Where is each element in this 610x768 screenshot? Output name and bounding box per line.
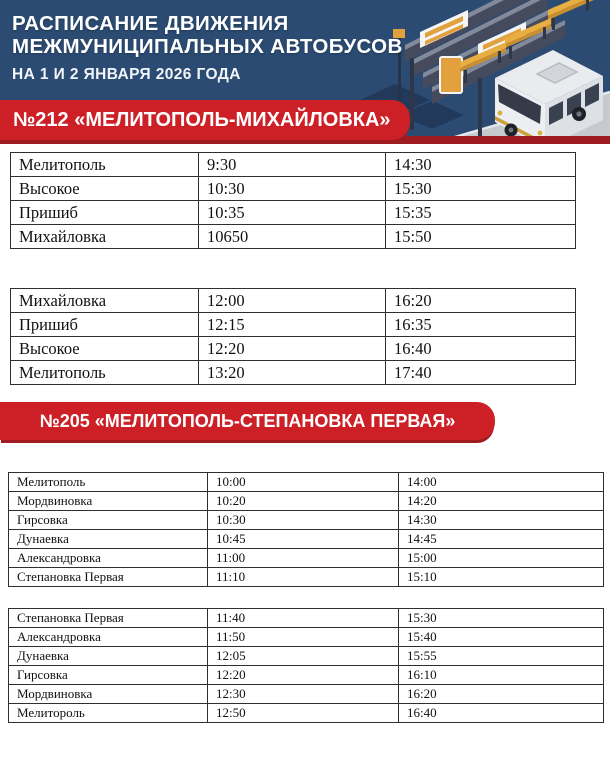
time-cell: 12:50 (208, 704, 399, 723)
bench (548, 0, 594, 30)
stop-name-cell: Мелитополь (9, 473, 208, 492)
schedule-row (11, 201, 576, 225)
schedule-table-212-return (10, 288, 576, 385)
stop-name-cell: Александровка (9, 628, 208, 647)
time-cell: 12:30 (208, 685, 399, 704)
time-cell: 16:20 (399, 685, 604, 704)
ad-panel (440, 57, 462, 93)
schedule-row (9, 666, 604, 685)
time-cell: 15:35 (386, 201, 576, 225)
time-cell: 16:20 (386, 289, 576, 313)
time-cell: 16:40 (386, 337, 576, 361)
schedule-row (9, 609, 604, 628)
schedule-row (11, 313, 576, 337)
time-cell: 15:55 (399, 647, 604, 666)
stop-name-cell: Мелитополь (11, 361, 199, 385)
header (0, 0, 610, 144)
route-205-badge (0, 402, 495, 440)
stop-name-cell: Степановка Первая (9, 609, 208, 628)
schedule-row (11, 289, 576, 313)
page-title-line2: МЕЖМУНИЦИПАЛЬНЫХ АВТОБУСОВ (12, 35, 403, 58)
time-cell: 15:00 (399, 549, 604, 568)
stop-name-cell: Высокое (11, 177, 199, 201)
stop-name-cell: Дунаевка (9, 530, 208, 549)
stop-name-cell: Высокое (11, 337, 199, 361)
page-title-line1: РАСПИСАНИЕ ДВИЖЕНИЯ (12, 12, 289, 35)
stop-name-cell: Степановка Первая (9, 568, 208, 587)
time-cell: 12:15 (199, 313, 386, 337)
schedule-row (11, 337, 576, 361)
schedule-row (11, 177, 576, 201)
stop-name-cell: Мелитополь (11, 153, 199, 177)
stop-name-cell: Пришиб (11, 313, 199, 337)
schedule-row (9, 549, 604, 568)
schedule-table-205-outbound (8, 472, 604, 587)
time-cell: 14:30 (386, 153, 576, 177)
time-cell: 13:20 (199, 361, 386, 385)
schedule-row (9, 492, 604, 511)
stop-name-cell: Дунаевка (9, 647, 208, 666)
time-cell: 15:40 (399, 628, 604, 647)
time-cell: 10:30 (208, 511, 399, 530)
time-cell: 15:30 (386, 177, 576, 201)
stop-name-cell: Мордвиновка (9, 492, 208, 511)
route-212-badge (0, 100, 410, 140)
time-cell: 11:10 (208, 568, 399, 587)
time-cell: 12:05 (208, 647, 399, 666)
time-cell: 12:00 (199, 289, 386, 313)
stop-name-cell: Александровка (9, 549, 208, 568)
stop-name-cell: Мордвиновка (9, 685, 208, 704)
time-cell: 11:40 (208, 609, 399, 628)
stop-name-cell: Пришиб (11, 201, 199, 225)
schedule-row (9, 628, 604, 647)
time-cell: 16:10 (399, 666, 604, 685)
time-cell: 14:30 (399, 511, 604, 530)
time-cell: 14:45 (399, 530, 604, 549)
time-cell: 10:30 (199, 177, 386, 201)
time-cell: 12:20 (199, 337, 386, 361)
time-cell: 15:30 (399, 609, 604, 628)
time-cell: 14:00 (399, 473, 604, 492)
schedule-table-212-outbound (10, 152, 576, 249)
time-cell: 16:40 (399, 704, 604, 723)
schedule-row (9, 647, 604, 666)
time-cell: 11:00 (208, 549, 399, 568)
time-cell: 16:35 (386, 313, 576, 337)
page-subtitle: НА 1 И 2 ЯНВАРЯ 2026 ГОДА (12, 66, 241, 83)
schedule-row (9, 473, 604, 492)
time-cell: 14:20 (399, 492, 604, 511)
time-cell: 10:00 (208, 473, 399, 492)
time-cell: 15:10 (399, 568, 604, 587)
route-205-badge-label: №205 «МЕЛИТОПОЛЬ-СТЕПАНОВКА ПЕРВАЯ» (39, 410, 456, 431)
route-212-badge-label: №212 «МЕЛИТОПОЛЬ-МИХАЙЛОВКА» (13, 108, 391, 131)
schedule-table-205-return (8, 608, 604, 723)
schedule-row (9, 704, 604, 723)
stop-name-cell: Мелитороль (9, 704, 208, 723)
title-block (12, 12, 403, 84)
schedule-row (9, 685, 604, 704)
schedule-row (11, 153, 576, 177)
schedule-row (9, 568, 604, 587)
time-cell: 9:30 (199, 153, 386, 177)
stop-name-cell: Михайловка (11, 225, 199, 249)
schedule-row (11, 361, 576, 385)
time-cell: 10:45 (208, 530, 399, 549)
time-cell: 10650 (199, 225, 386, 249)
time-cell: 15:50 (386, 225, 576, 249)
time-cell: 11:50 (208, 628, 399, 647)
schedule-row (9, 530, 604, 549)
schedule-row (9, 511, 604, 530)
stop-name-cell: Гирсовка (9, 511, 208, 530)
time-cell: 12:20 (208, 666, 399, 685)
time-cell: 10:20 (208, 492, 399, 511)
time-cell: 10:35 (199, 201, 386, 225)
schedule-row (11, 225, 576, 249)
stop-name-cell: Михайловка (11, 289, 199, 313)
stop-name-cell: Гирсовка (9, 666, 208, 685)
time-cell: 17:40 (386, 361, 576, 385)
